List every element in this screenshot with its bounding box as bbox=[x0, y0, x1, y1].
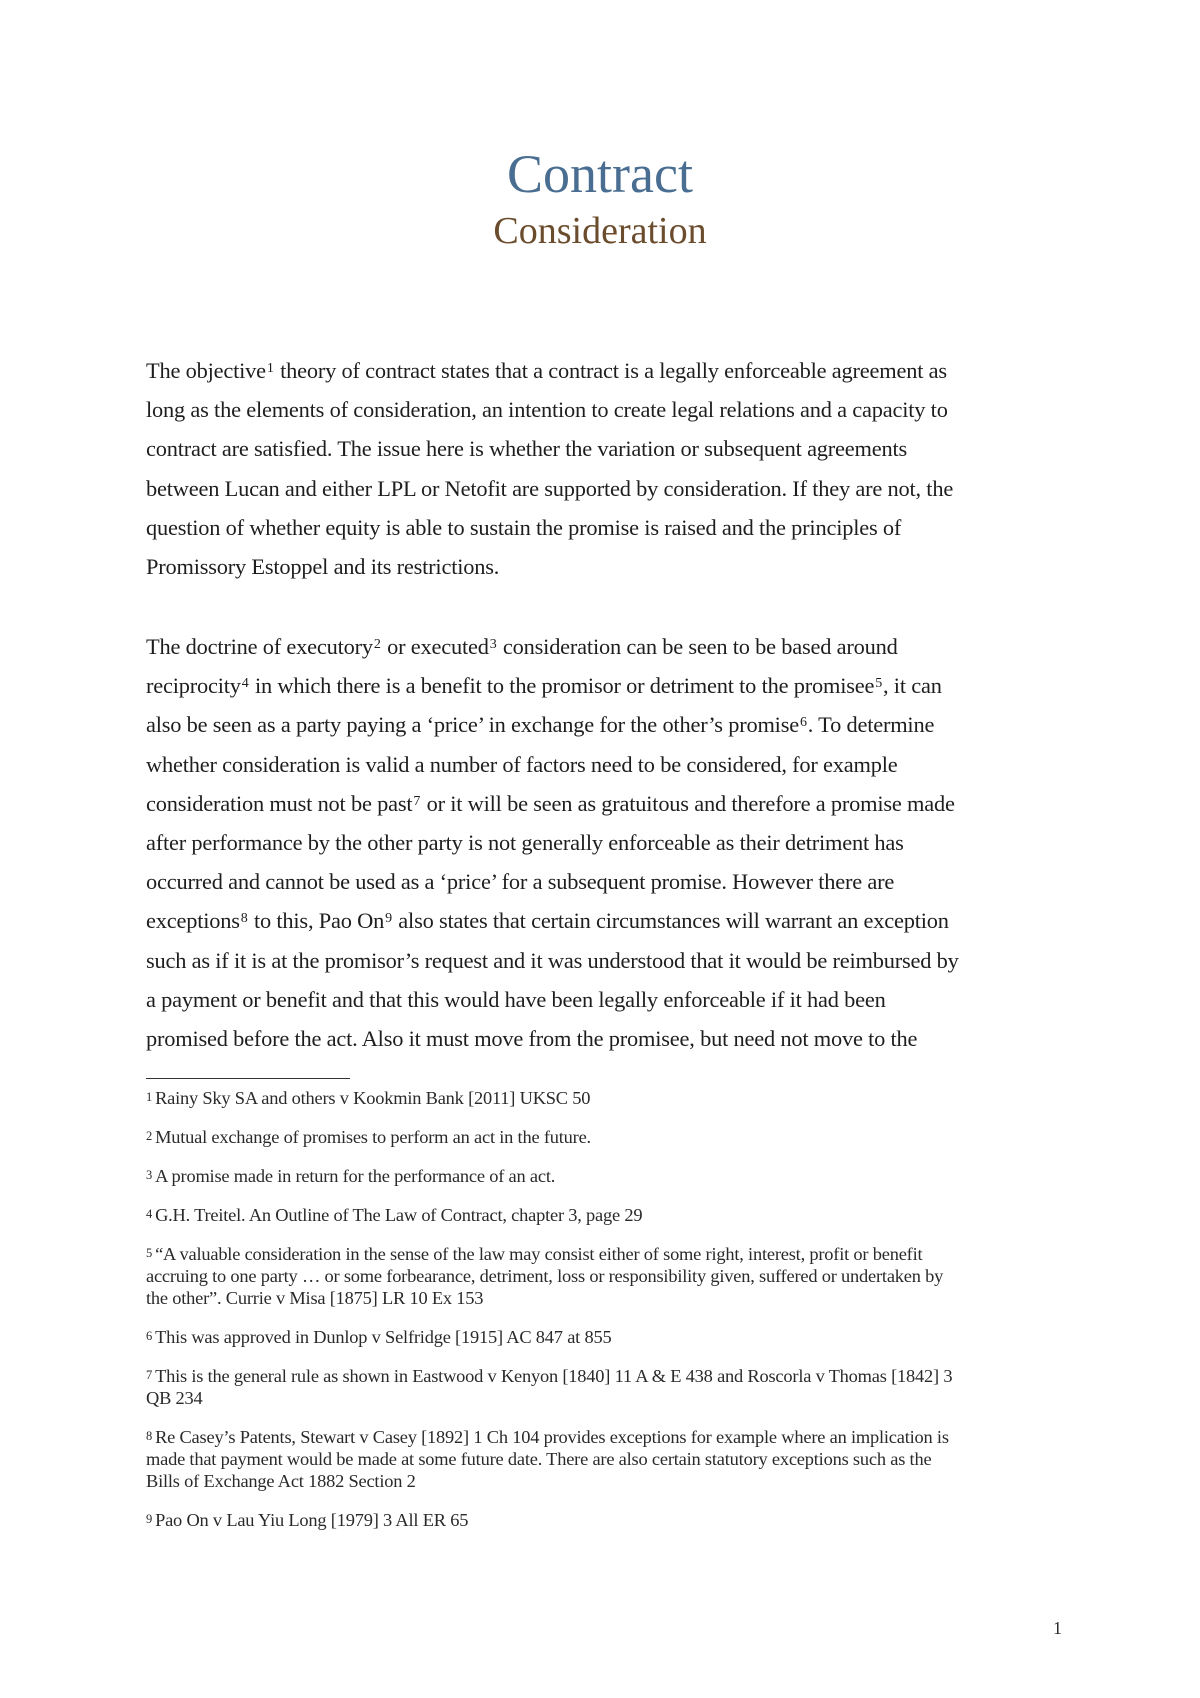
footnote-reference: 3 bbox=[489, 637, 497, 652]
footnote-5 bbox=[146, 1242, 1070, 1309]
text-line bbox=[146, 469, 1066, 508]
footnote-number: 7 bbox=[146, 1368, 153, 1382]
footnote-line bbox=[146, 1425, 1070, 1448]
footnote-text: Pao On v Lau Yiu Long [1979] 3 All ER 65 bbox=[155, 1510, 469, 1530]
text-line bbox=[146, 627, 1066, 666]
text-line bbox=[146, 862, 1066, 901]
text-run: . To determine bbox=[807, 712, 935, 738]
footnote-line bbox=[146, 1265, 1070, 1287]
footnote-text: G.H. Treitel. An Outline of The Law of Contract, chapter 3, page 29 bbox=[155, 1205, 643, 1225]
text-run: between Lucan and either LPL or Netofit are supported by consideration. If they are not, the bbox=[146, 475, 954, 501]
footnote-2 bbox=[146, 1125, 1070, 1148]
footnote-text: the other”. Currie v Misa [1875] LR 10 Ex 153 bbox=[146, 1288, 484, 1308]
text-run: or it will be seen as gratuitous and therefore a promise made bbox=[421, 790, 955, 816]
text-run: whether consideration is valid a number of factors need to be considered, for example bbox=[146, 751, 898, 777]
footnote-number: 8 bbox=[146, 1429, 153, 1443]
text-run: such as if it is at the promisor’s request and it was understood that it would be reimbursed by bbox=[146, 947, 959, 973]
footnote-line bbox=[146, 1364, 1070, 1387]
footnote-reference: 7 bbox=[413, 793, 421, 809]
text-run: also be seen as a party paying a ‘price’ in exchange for the other’s promise bbox=[146, 712, 799, 738]
footnote-6 bbox=[146, 1325, 1070, 1348]
page-subtitle: Consideration bbox=[493, 210, 707, 252]
text-line bbox=[146, 980, 1066, 1019]
footnote-text: This is the general rule as shown in Eastwood v Kenyon [1840] 11 A & E 438 and Roscorla v Thomas [1842] 3 bbox=[155, 1366, 953, 1386]
text-run: The objective bbox=[146, 358, 266, 383]
footnote-line bbox=[146, 1164, 1070, 1187]
text-run: consideration must not be past bbox=[146, 790, 413, 816]
footnote-line bbox=[146, 1287, 1070, 1309]
text-run: Promissory Estoppel and its restrictions. bbox=[146, 554, 500, 580]
footnote-7 bbox=[146, 1364, 1070, 1409]
footnote-reference: 2 bbox=[373, 637, 381, 652]
footnote-number: 4 bbox=[146, 1207, 153, 1221]
footnote-reference: 4 bbox=[241, 676, 249, 692]
footnote-text: made that payment would be made at some future date. There are also certain statutory exceptions such as the bbox=[146, 1449, 932, 1469]
text-run: in which there is a benefit to the promisor or detriment to the promisee bbox=[249, 673, 875, 699]
footnote-reference: 6 bbox=[799, 715, 807, 731]
footnote-number: 2 bbox=[146, 1129, 153, 1143]
footnote-text: This was approved in Dunlop v Selfridge [1915] AC 847 at 855 bbox=[155, 1327, 612, 1347]
text-line bbox=[146, 901, 1066, 940]
page-number: 1 bbox=[1053, 1618, 1062, 1638]
text-line bbox=[146, 429, 1066, 468]
text-run: long as the elements of consideration, an intention to create legal relations and a capacity to bbox=[146, 397, 948, 423]
text-line bbox=[146, 745, 1066, 784]
footnote-text: Mutual exchange of promises to perform an act in the future. bbox=[155, 1127, 591, 1147]
footnote-text: Rainy Sky SA and others v Kookmin Bank [2011] UKSC 50 bbox=[155, 1088, 591, 1108]
text-run: contract are satisfied. The issue here is whether the variation or subsequent agreements bbox=[146, 436, 908, 462]
text-run: question of whether equity is able to sustain the promise is raised and the principles of bbox=[146, 514, 902, 540]
text-run: also states that certain circumstances will warrant an exception bbox=[392, 908, 949, 934]
text-line bbox=[146, 351, 1066, 390]
footnote-number: 5 bbox=[146, 1246, 153, 1260]
footnote-reference: 1 bbox=[266, 361, 274, 376]
footnote-line bbox=[146, 1203, 1070, 1226]
text-run: , it can bbox=[883, 673, 942, 699]
text-run: theory of contract states that a contract is a legally enforceable agreement as bbox=[274, 358, 947, 383]
text-line bbox=[146, 547, 1066, 586]
footnote-number: 6 bbox=[146, 1329, 153, 1343]
text-line bbox=[146, 784, 1066, 823]
footnote-line bbox=[146, 1470, 1070, 1492]
text-line bbox=[146, 1019, 1066, 1058]
text-run: occurred and cannot be used as a ‘price’ for a subsequent promise. However there are bbox=[146, 869, 895, 895]
text-run: to this, Pao On bbox=[248, 908, 385, 934]
footnote-8 bbox=[146, 1425, 1070, 1492]
footnote-reference: 9 bbox=[385, 911, 392, 927]
text-line bbox=[146, 823, 1066, 862]
text-run: consideration can be seen to be based around bbox=[497, 634, 898, 659]
footnote-number: 3 bbox=[146, 1168, 153, 1182]
text-run: exceptions bbox=[146, 908, 240, 934]
text-run: after performance by the other party is not generally enforceable as their detriment has bbox=[146, 830, 904, 856]
text-line bbox=[146, 508, 1066, 547]
footnote-number: 1 bbox=[146, 1090, 153, 1104]
body-paragraph-2 bbox=[146, 627, 1066, 1058]
footnote-text: accruing to one party … or some forbearance, detriment, loss or responsibility given, suffered or undertaken by bbox=[146, 1266, 944, 1286]
footnote-text: QB 234 bbox=[146, 1388, 203, 1408]
footnote-separator bbox=[146, 1078, 350, 1079]
footnote-line bbox=[146, 1086, 1070, 1109]
text-line bbox=[146, 390, 1066, 429]
footnote-line bbox=[146, 1448, 1070, 1470]
page-title: Contract bbox=[507, 144, 693, 204]
text-run: reciprocity bbox=[146, 673, 241, 699]
footnote-line bbox=[146, 1325, 1070, 1348]
footnote-1 bbox=[146, 1086, 1070, 1109]
footnote-line bbox=[146, 1242, 1070, 1265]
body-paragraph-1 bbox=[146, 351, 1066, 586]
text-run: or executed bbox=[381, 634, 489, 659]
text-run: promised before the act. Also it must move from the promisee, but need not move to the bbox=[146, 1026, 918, 1052]
footnote-line bbox=[146, 1125, 1070, 1148]
footnote-text: A promise made in return for the performance of an act. bbox=[155, 1166, 556, 1186]
text-line bbox=[146, 941, 1066, 980]
footnote-text: “A valuable consideration in the sense of the law may consist either of some right, interest, profit or benefit bbox=[155, 1244, 923, 1264]
text-line bbox=[146, 705, 1066, 744]
footnote-reference: 5 bbox=[875, 676, 883, 692]
footnote-text: Bills of Exchange Act 1882 Section 2 bbox=[146, 1471, 416, 1491]
footnote-3 bbox=[146, 1164, 1070, 1187]
text-run: The doctrine of executory bbox=[146, 634, 373, 659]
footnote-4 bbox=[146, 1203, 1070, 1226]
footnote-number: 9 bbox=[146, 1512, 153, 1526]
text-line bbox=[146, 666, 1066, 705]
footnotes-section bbox=[146, 1086, 1070, 1531]
footnote-text: Re Casey’s Patents, Stewart v Casey [1892] 1 Ch 104 provides exceptions for example where an implication is bbox=[155, 1427, 949, 1447]
text-run: a payment or benefit and that this would have been legally enforceable if it had been bbox=[146, 986, 886, 1012]
footnote-reference: 8 bbox=[240, 911, 248, 927]
footnote-line bbox=[146, 1508, 1070, 1531]
footnote-line bbox=[146, 1387, 1070, 1409]
footnote-9 bbox=[146, 1508, 1070, 1531]
